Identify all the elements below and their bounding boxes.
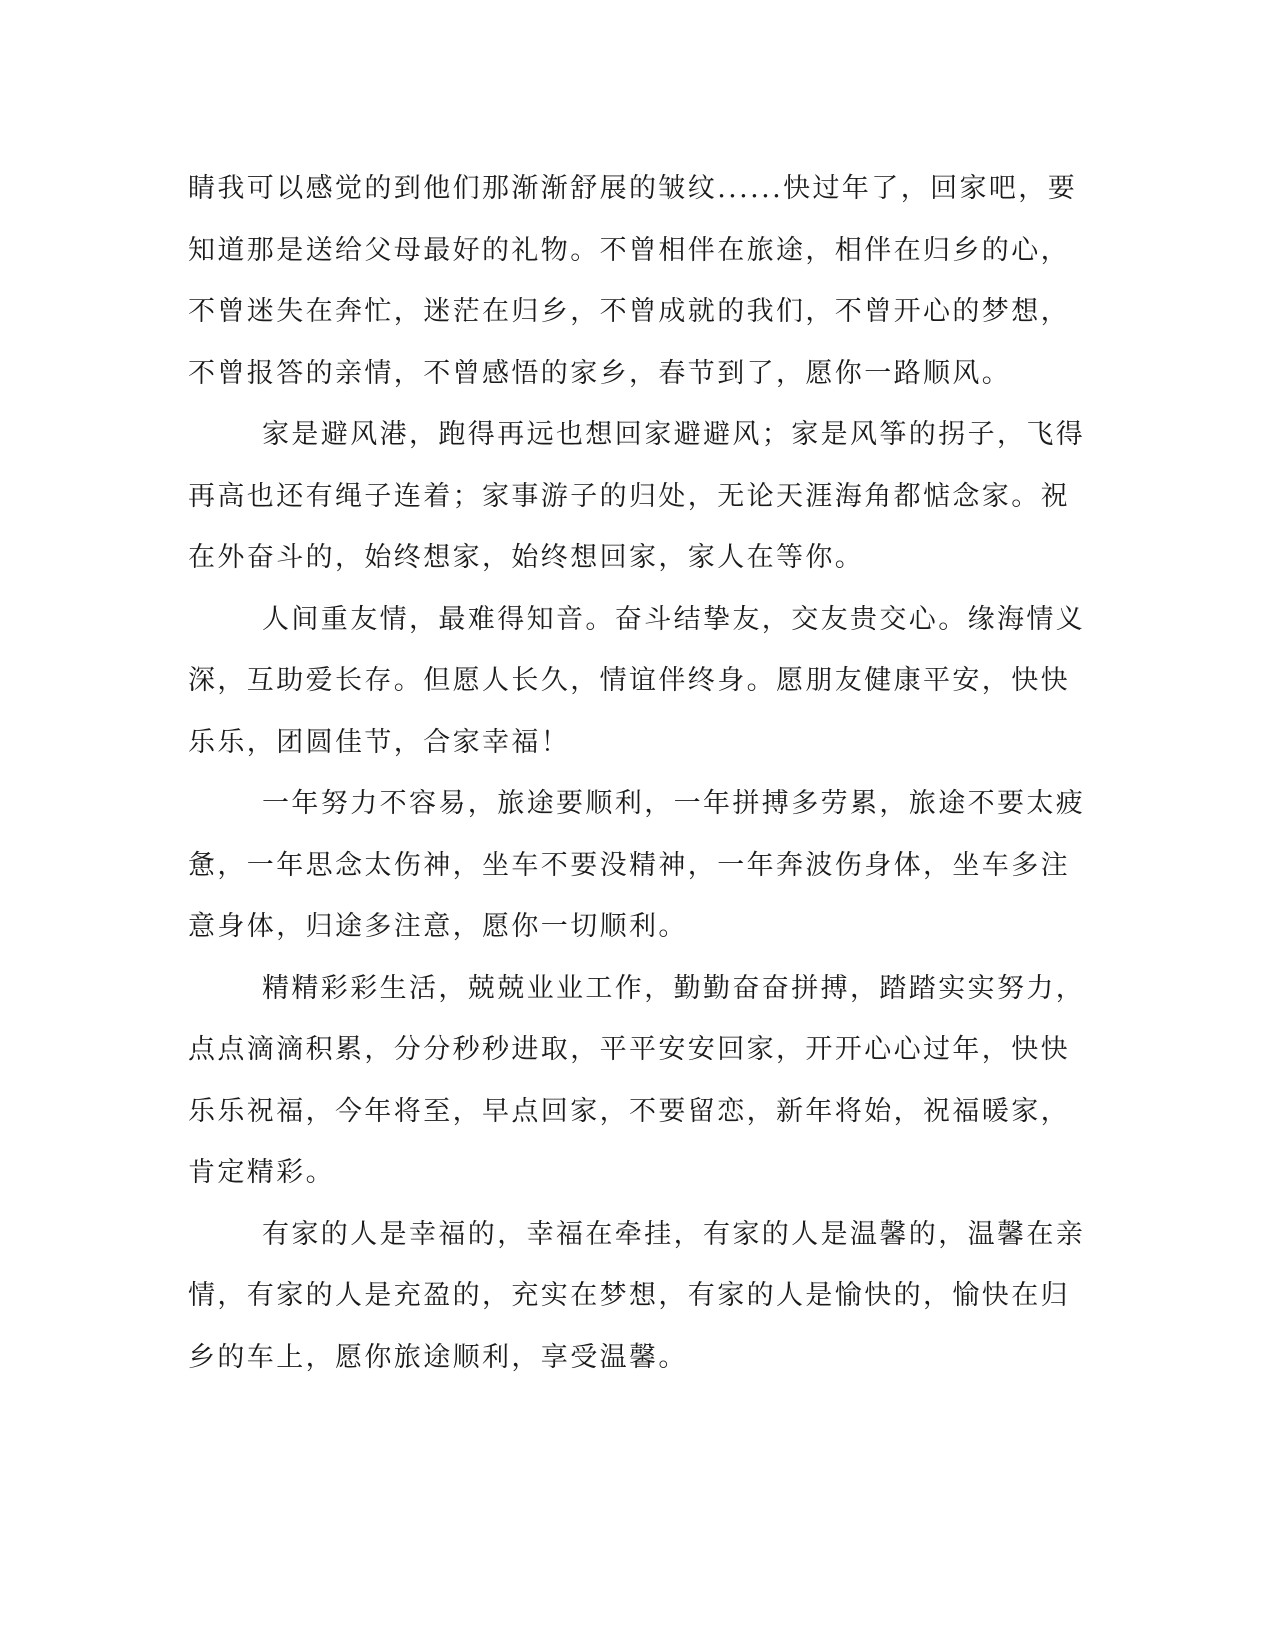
document-body [188, 158, 1086, 1388]
text-line: 睛我可以感觉的到他们那渐渐舒展的皱纹......快过年了，回家吧，要 [188, 173, 1078, 204]
paragraph [188, 1204, 1086, 1389]
text-line: 人间重友情，最难得知音。奋斗结挚友，交友贵交心。缘海情义 [262, 603, 1086, 635]
text-line: 肯定精彩。 [188, 1157, 335, 1188]
text-line: 家是避风港，跑得再远也想回家避避风；家是风筝的拐子，飞得 [262, 419, 1086, 450]
text-line: 乐乐，团圆佳节，合家幸福！ [188, 726, 571, 758]
text-line: 精精彩彩生活，兢兢业业工作，勤勤奋奋拼搏，踏踏实实努力， [262, 972, 1086, 1004]
text-line: 不曾报答的亲情，不曾感悟的家乡，春节到了，愿你一路顺风。 [188, 357, 1012, 389]
text-line: 知道那是送给父母最好的礼物。不曾相伴在旅途，相伴在归乡的心， [188, 234, 1070, 266]
paragraph [188, 404, 1086, 589]
text-line: 有家的人是幸福的，幸福在牵挂，有家的人是温馨的，温馨在亲 [262, 1218, 1086, 1250]
paragraph [188, 773, 1086, 958]
text-line: 不曾迷失在奔忙，迷茫在归乡，不曾成就的我们，不曾开心的梦想， [188, 296, 1070, 327]
text-line: 意身体，归途多注意，愿你一切顺利。 [188, 911, 688, 942]
text-line: 一年努力不容易，旅途要顺利，一年拼搏多劳累，旅途不要太疲 [262, 788, 1086, 819]
text-line: 情，有家的人是充盈的，充实在梦想，有家的人是愉快的，愉快在归 [188, 1280, 1070, 1311]
text-line: 惫，一年思念太伤神，坐车不要没精神，一年奔波伤身体，坐车多注 [188, 849, 1070, 881]
text-line: 深，互助爱长存。但愿人长久，情谊伴终身。愿朋友健康平安，快快 [188, 665, 1070, 696]
paragraph [188, 158, 1078, 404]
text-line: 乡的车上，愿你旅途顺利，享受温馨。 [188, 1341, 688, 1373]
text-line: 乐乐祝福，今年将至，早点回家，不要留恋，新年将始，祝福暖家， [188, 1095, 1070, 1127]
text-line: 再高也还有绳子连着；家事游子的归处，无论天涯海角都惦念家。祝 [188, 480, 1070, 512]
paragraph [188, 958, 1086, 1204]
paragraph [188, 589, 1086, 774]
text-line: 在外奋斗的，始终想家，始终想回家，家人在等你。 [188, 542, 865, 573]
text-line: 点点滴滴积累，分分秒秒进取，平平安安回家，开开心心过年，快快 [188, 1034, 1070, 1065]
